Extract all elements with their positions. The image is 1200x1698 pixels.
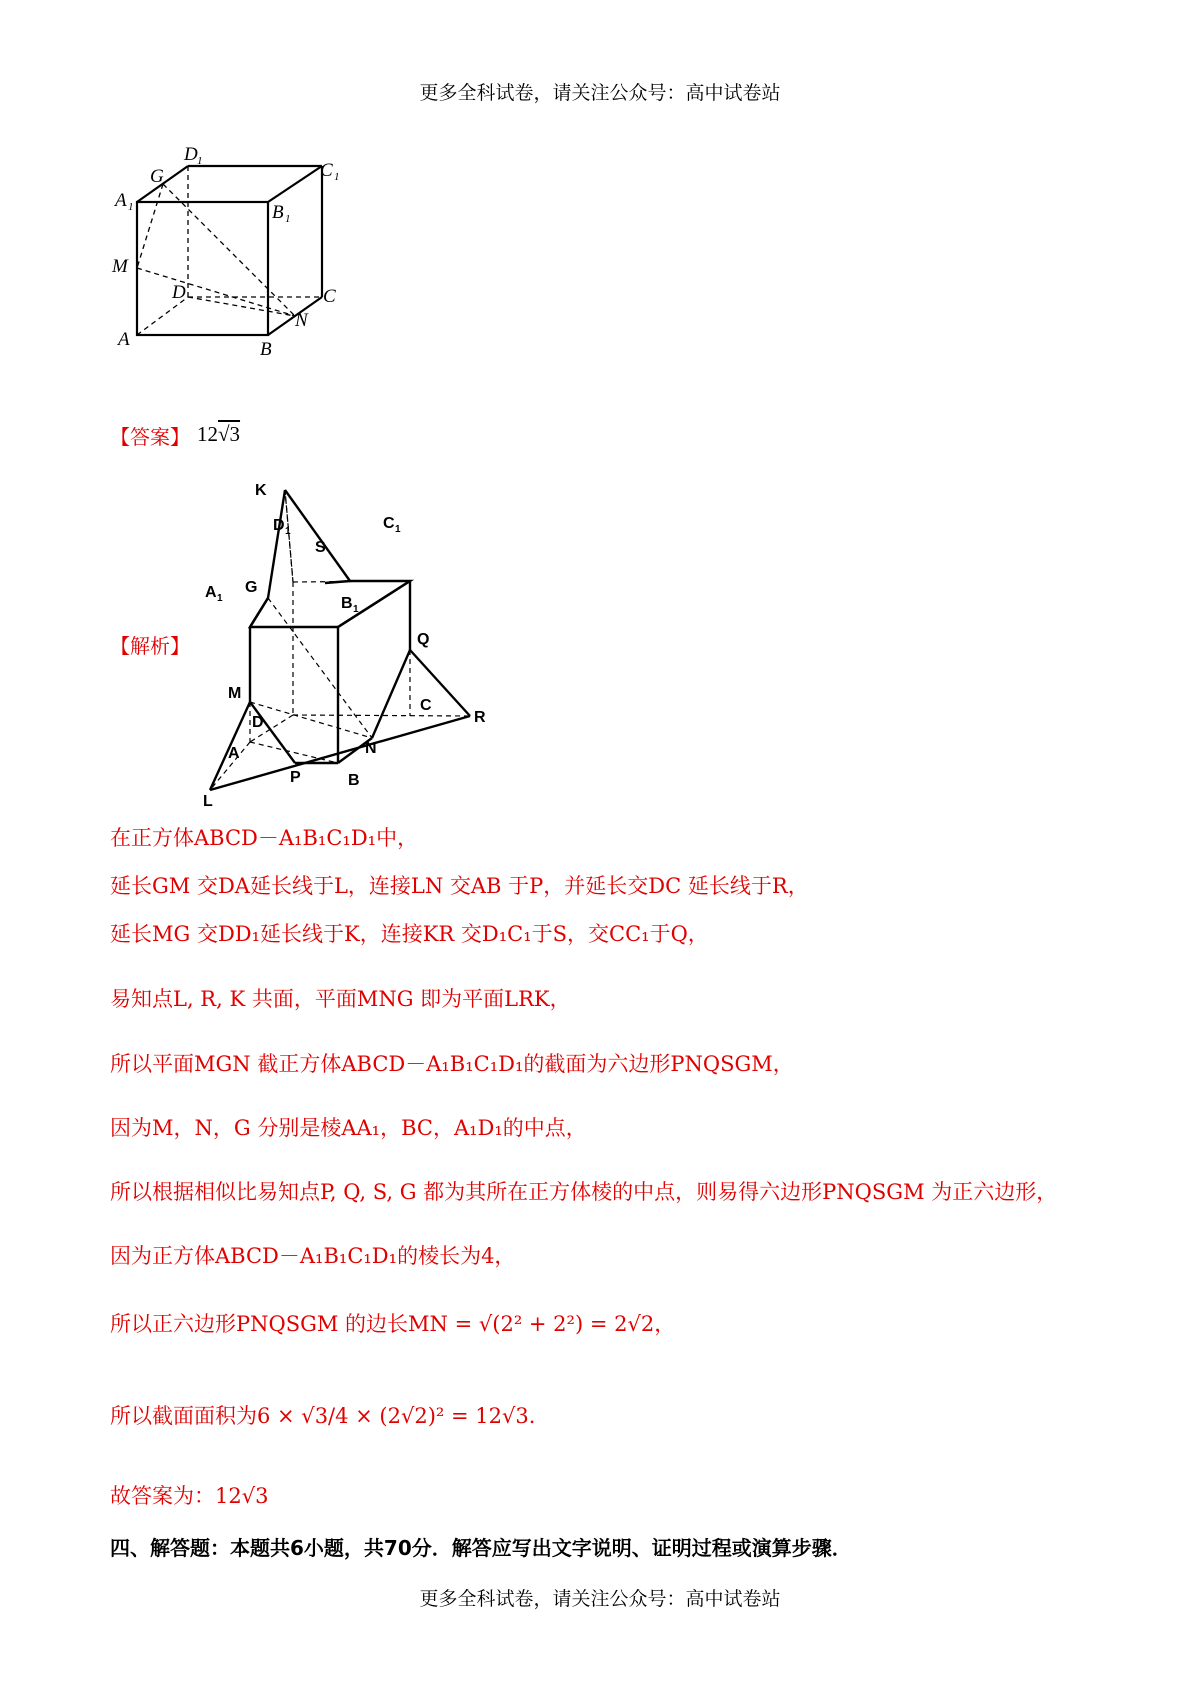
solution-line-9: 所以正六边形PNQSGM 的边长MN = √(2² + 2²) = 2√2，: [110, 1312, 676, 1336]
page-header: 更多全科试卷，请关注公众号：高中试卷站: [419, 82, 781, 104]
solution-line-8: 因为正方体ABCD－A₁B₁C₁D₁的棱长为4，: [110, 1244, 516, 1268]
svg-text:1: 1: [128, 201, 134, 213]
label-M: M: [228, 685, 242, 702]
label-D: D: [252, 714, 264, 731]
svg-text:1: 1: [334, 171, 340, 183]
label-C1: C: [383, 515, 395, 532]
label-A1: A: [205, 584, 217, 601]
label-A: A: [228, 745, 240, 762]
section-heading: 四、解答题：本题共6小题，共70分．解答应写出文字说明、证明过程或演算步骤．: [110, 1536, 852, 1560]
solution-line-4: 易知点L, R, K 共面，平面MNG 即为平面LRK，: [110, 987, 571, 1011]
label-R: R: [474, 709, 486, 726]
solution-line-7: 所以根据相似比易知点P, Q, S, G 都为其所在正方体棱的中点，则易得六边形PNQSGM 为正六边形，: [110, 1180, 1058, 1204]
solution-line-5: 所以平面MGN 截正方体ABCD－A₁B₁C₁D₁的截面为六边形PNQSGM，: [110, 1052, 794, 1076]
label-C: C: [323, 286, 336, 307]
label-M: M: [112, 256, 128, 277]
label-B: B: [260, 339, 272, 360]
solution-line-3: 延长MG 交DD₁延长线于K，连接KR 交D₁C₁于S，交CC₁于Q，: [110, 922, 709, 946]
answer-tag: 【答案】: [110, 425, 190, 449]
svg-text:1: 1: [285, 213, 291, 225]
svg-text:1: 1: [197, 155, 203, 167]
label-D: D: [172, 282, 186, 303]
svg-text:1: 1: [395, 524, 401, 535]
analysis-tag: 【解析】: [110, 634, 190, 658]
page-footer: 更多全科试卷，请关注公众号：高中试卷站: [419, 1588, 781, 1610]
svg-text:1: 1: [353, 604, 359, 615]
label-B1: B: [341, 595, 353, 612]
label-P: P: [290, 769, 301, 786]
label-C: C: [420, 697, 432, 714]
label-B1: B: [272, 202, 284, 223]
label-A1: A: [115, 190, 127, 211]
label-A: A: [118, 329, 130, 350]
label-G: G: [245, 579, 258, 596]
label-C1: C: [320, 160, 333, 181]
solution-line-1: 在正方体ABCD－A₁B₁C₁D₁中，: [110, 826, 419, 850]
solution-line-6: 因为M，N，G 分别是棱AA₁，BC，A₁D₁的中点，: [110, 1116, 587, 1140]
solution-line-11: 故答案为：12√3: [110, 1484, 269, 1508]
label-B: B: [348, 772, 360, 789]
label-D1: D: [273, 517, 285, 534]
label-N: N: [295, 310, 308, 331]
answer-value: 12√3: [197, 422, 241, 446]
label-K: K: [255, 482, 267, 499]
label-L: L: [203, 793, 213, 810]
label-D1: D: [184, 144, 198, 165]
solution-line-10: 所以截面面积为6 × √3/4 × (2√2)² = 12√3.: [110, 1404, 536, 1428]
label-N: N: [365, 740, 377, 757]
label-Q: Q: [417, 631, 430, 648]
label-G: G: [150, 166, 164, 187]
cube-figure: [110, 140, 370, 365]
svg-text:1: 1: [285, 526, 291, 537]
solution-line-2: 延长GM 交DA延长线于L，连接LN 交AB 于P，并延长交DC 延长线于R，: [110, 874, 809, 898]
section-figure: [195, 480, 495, 810]
label-S: S: [315, 539, 326, 556]
svg-text:1: 1: [217, 593, 223, 604]
